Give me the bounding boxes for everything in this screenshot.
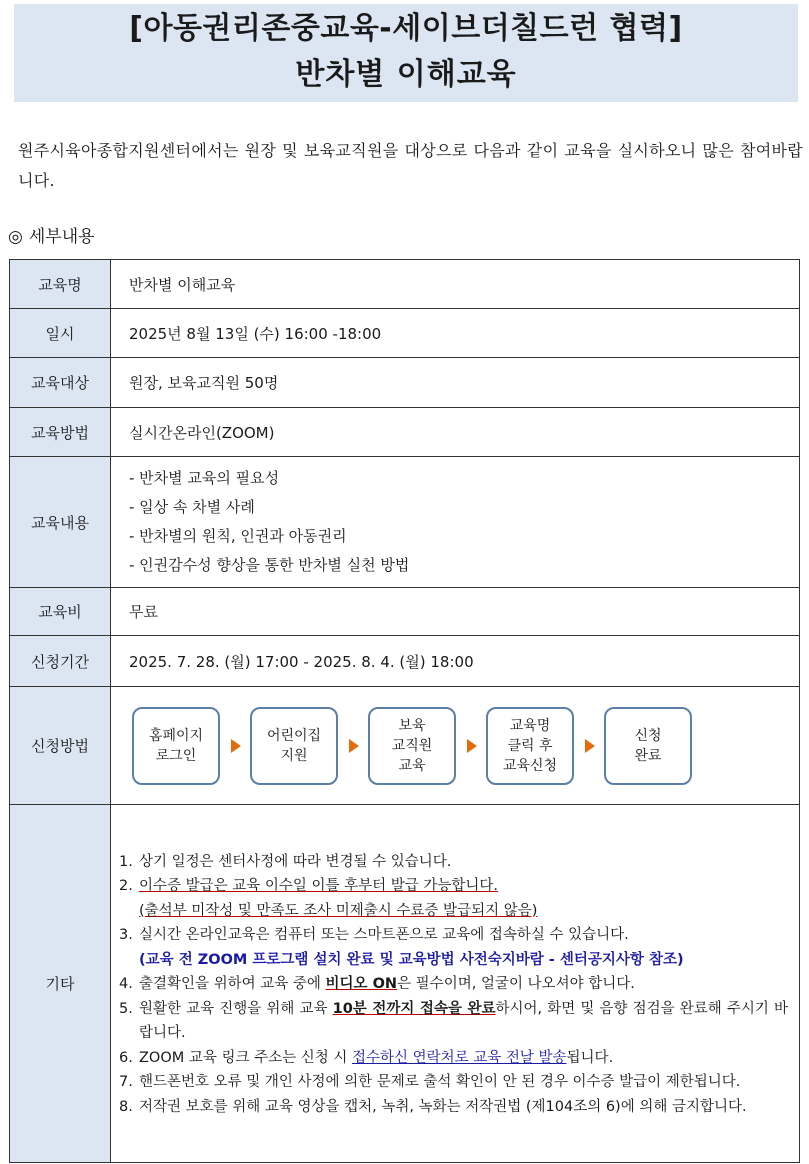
note-item: 3. 실시간 온라인교육은 컴퓨터 또는 스마트폰으로 교육에 접속하실 수 있습니다. (교육 전 ZOOM 프로그램 설치 완료 및 교육방법 사전숙지바람 - 센터공지사항 참조): [119, 927, 684, 968]
section-label: 세부내용: [28, 227, 95, 247]
row-value-apply: [111, 687, 800, 805]
row-value-target: 원장, 보육교직원 50명: [111, 358, 800, 408]
section-heading: [8, 224, 95, 250]
row-label-method: 교육방법: [10, 408, 111, 457]
table-row: [10, 358, 800, 408]
note-item: 1. 상기 일정은 센터사정에 따라 변경될 수 있습니다.: [119, 853, 452, 870]
row-value-method: 실시간온라인(ZOOM): [111, 408, 800, 457]
table-row: [10, 805, 800, 1163]
row-label-target: 교육대상: [10, 358, 111, 408]
row-label-name: 교육명: [10, 260, 111, 309]
apply-flow: [129, 707, 798, 785]
note-item: 2. 이수증 발급은 교육 이수일 이틀 후부터 발급 가능합니다. (출석부 미작성 및 만족도 조사 미제출시 수료증 발급되지 않음): [119, 878, 538, 919]
table-row: [10, 408, 800, 457]
list-item: - 일상 속 차별 사례: [129, 498, 255, 516]
step-box-complete: 신청 완료: [604, 707, 692, 785]
note-item: 4. 출결확인을 위하여 교육 중에 비디오 ON은 필수이며, 얼굴이 나오셔야 합니다.: [119, 976, 635, 993]
row-value-etc: [111, 805, 800, 1163]
row-label-date: 일시: [10, 309, 111, 358]
note-item: 7. 핸드폰번호 오류 및 개인 사정에 의한 문제로 출석 확인이 안 된 경우 이수증 발급이 제한됩니다.: [119, 1074, 741, 1091]
row-value-date: 2025년 8월 13일 (수) 16:00 -18:00: [111, 309, 800, 358]
row-value-fee: 무료: [111, 588, 800, 636]
row-label-apply: 신청방법: [10, 687, 111, 805]
arrow-right-icon: [585, 739, 595, 753]
table-row: [10, 588, 800, 636]
row-value-name: 반차별 이해교육: [111, 260, 800, 309]
list-item: - 반차별 교육의 필요성: [129, 469, 280, 487]
row-label-etc: 기타: [10, 805, 111, 1163]
note-item: 8. 저작권 보호를 위해 교육 영상을 캡처, 녹취, 녹화는 저작권법 (제104조의 6)에 의해 금지합니다.: [119, 1098, 747, 1115]
note-item: 5. 원활한 교육 진행을 위해 교육 10분 전까지 접속을 완료하시어, 화면 및 음향 점검을 완료해 주시기 바랍니다.: [119, 1000, 788, 1042]
row-value-content: [111, 457, 800, 588]
title-line-2: 반차별 이해교육: [295, 57, 517, 92]
table-row: [10, 457, 800, 588]
step-box-daycare: 어린이집 지원: [250, 707, 338, 785]
note-item: 6. ZOOM 교육 링크 주소는 신청 시 접수하신 연락처로 교육 전날 발송됩니다.: [119, 1049, 614, 1066]
arrow-right-icon: [231, 739, 241, 753]
row-value-period: 2025. 7. 28. (월) 17:00 - 2025. 8. 4. (월) 18:00: [111, 636, 800, 687]
step-box-login: 홈페이지 로그인: [132, 707, 220, 785]
intro-paragraph: 원주시육아종합지원센터에서는 원장 및 보육교직원을 대상으로 다음과 같이 교육을 실시하오니 많은 참여바랍니다.: [18, 141, 803, 190]
table-row: [10, 260, 800, 309]
list-item: - 반차별의 원칙, 인권과 아동권리: [129, 527, 347, 545]
title-line-1: [아동권리존중교육-세이브더칠드런 협력]: [129, 11, 683, 46]
double-circle-icon: ◎: [8, 227, 23, 247]
title-banner: [14, 4, 798, 102]
step-box-staff-edu: 보육 교직원 교육: [368, 707, 456, 785]
arrow-right-icon: [349, 739, 359, 753]
list-item: - 인권감수성 향상을 통한 반차별 실천 방법: [129, 556, 410, 574]
details-table: [9, 259, 800, 1163]
row-label-period: 신청기간: [10, 636, 111, 687]
row-label-fee: 교육비: [10, 588, 111, 636]
arrow-right-icon: [467, 739, 477, 753]
table-row: [10, 687, 800, 805]
step-box-click-apply: 교육명 클릭 후 교육신청: [486, 707, 574, 785]
table-row: [10, 309, 800, 358]
row-label-content: 교육내용: [10, 457, 111, 588]
table-row: [10, 636, 800, 687]
